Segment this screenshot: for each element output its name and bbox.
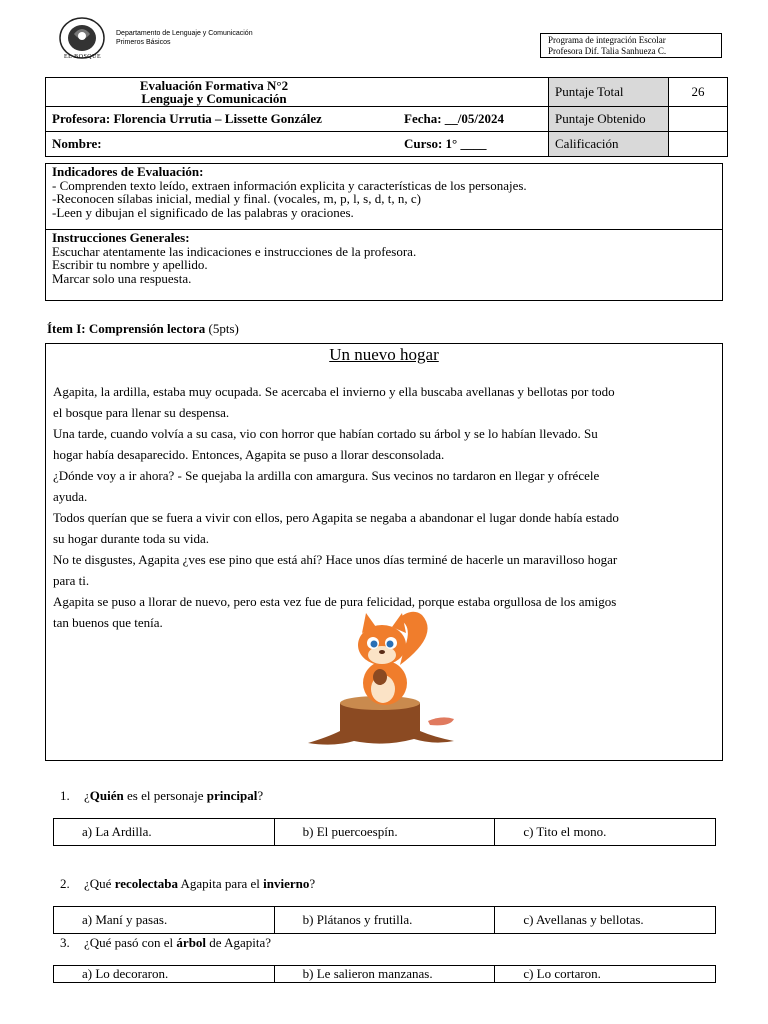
answer-option[interactable]: c) Avellanas y bellotas. xyxy=(495,907,716,934)
instruction-item: Escribir tu nombre y apellido. xyxy=(52,257,208,272)
answer-option[interactable]: b) Le salieron manzanas. xyxy=(274,966,495,983)
instructions-section xyxy=(46,229,722,286)
question-text: invierno xyxy=(263,876,310,891)
puntaje-total-value: 26 xyxy=(669,78,728,107)
question-text: árbol xyxy=(176,935,207,950)
question-text: principal xyxy=(206,788,258,803)
question-text: ? xyxy=(257,788,264,803)
indicator-item: - Comprenden texto leído, extraen información explicita y características de los personajes. xyxy=(52,177,527,193)
question-text: es el personaje xyxy=(123,788,207,803)
options-table xyxy=(53,818,716,846)
question-text: ¿ xyxy=(84,788,90,803)
story-line: ¿Dónde voy a ir ahora? - Se quejaba la ardilla con amargura. Sus vecinos no tardaron en llegar y ofrécele xyxy=(53,468,600,483)
options-table xyxy=(53,906,716,934)
fecha-label: Fecha: __/05/2024 xyxy=(398,107,549,132)
story-line: No te disgustes, Agapita ¿ves ese pino que está ahí? Hace unos días terminé de hacerle un maravilloso hogar xyxy=(53,552,618,567)
question-text: Quién xyxy=(89,788,124,803)
indicators-title: Indicadores de Evaluación: xyxy=(52,164,204,179)
puntaje-total-label: Puntaje Total xyxy=(549,78,669,107)
story-line: Agapita se puso a llorar de nuevo, pero esta vez fue de pura felicidad, porque estaba orgullosa de los amigos xyxy=(53,594,617,609)
answer-option[interactable]: a) Lo decoraron. xyxy=(54,966,275,983)
story-line: para ti. xyxy=(53,573,90,588)
question-text: de Agapita? xyxy=(206,935,272,950)
question-1 xyxy=(60,788,263,804)
item1-title: Ítem I: Comprensión lectora (5pts) xyxy=(47,321,239,336)
department-line1: Departamento de Lenguaje y Comunicación xyxy=(116,30,253,37)
question-3 xyxy=(60,935,271,951)
pie-box xyxy=(540,33,722,58)
calificacion-label: Calificación xyxy=(549,132,669,157)
eval-title: Evaluación Formativa N°2 Lenguaje y Comunicación xyxy=(46,78,549,107)
story-line: tan buenos que tenía. xyxy=(53,615,163,630)
story-line: su hogar durante toda su vida. xyxy=(53,531,209,546)
story-line: Todos querían que se fuera a vivir con ellos, pero Agapita se negaba a abandonar el lugar donde había estado xyxy=(53,510,619,525)
indicators-box xyxy=(45,163,723,301)
story-line: el bosque para llenar su despensa. xyxy=(53,405,230,420)
pie-line2: Profesora Dif. Talia Sanhueza C. xyxy=(548,46,667,56)
story-text xyxy=(53,381,717,633)
options-table xyxy=(53,965,716,983)
question-number: 3. xyxy=(60,935,70,950)
question-2 xyxy=(60,876,315,892)
story-line: hogar había desaparecido. Entonces, Agapita se puso a llorar desconsolada. xyxy=(53,447,445,462)
puntaje-obtenido-label: Puntaje Obtenido xyxy=(549,107,669,132)
answer-option[interactable]: a) La Ardilla. xyxy=(54,819,275,846)
question-number: 1. xyxy=(60,788,70,803)
story-line: Agapita, la ardilla, estaba muy ocupada. Se acercaba el invierno y ella buscaba avellanas y bellotas por todo xyxy=(53,384,615,399)
department-line2: Primeros Básicos xyxy=(116,39,171,46)
calificacion-field[interactable] xyxy=(669,132,728,157)
department-label xyxy=(116,29,253,47)
story-line: Una tarde, cuando volvía a su casa, vio con horror que habían cortado su árbol y se lo habían llevado. Su xyxy=(53,426,598,441)
info-table xyxy=(45,77,728,157)
answer-option[interactable]: c) Tito el mono. xyxy=(495,819,716,846)
question-text: ¿Qué pasó con el xyxy=(84,935,177,950)
pie-line1: Programa de integración Escolar xyxy=(548,35,666,45)
question-text: ¿Qué xyxy=(84,876,115,891)
question-number: 2. xyxy=(60,876,70,891)
answer-option[interactable]: c) Lo cortaron. xyxy=(495,966,716,983)
question-text: recolectaba xyxy=(114,876,178,891)
logo-caption: EL BOSQUE xyxy=(64,54,102,60)
answer-option[interactable]: b) Plátanos y frutilla. xyxy=(274,907,495,934)
instruction-item: Escuchar atentamente las indicaciones e instrucciones de la profesora. xyxy=(52,243,417,259)
profesora-label: Profesora: Florencia Urrutia – Lissette González xyxy=(46,107,399,132)
story-title: Un nuevo hogar xyxy=(329,345,439,364)
question-text: ? xyxy=(309,876,316,891)
story-line: ayuda. xyxy=(53,489,88,504)
answer-option[interactable]: b) El puercoespín. xyxy=(274,819,495,846)
instructions-title: Instrucciones Generales: xyxy=(52,230,190,245)
puntaje-obtenido-field[interactable] xyxy=(669,107,728,132)
indicators-section xyxy=(46,164,722,229)
squirrel-illustration xyxy=(300,605,460,755)
nombre-field[interactable]: Nombre: xyxy=(46,132,399,157)
question-text: Agapita para el xyxy=(177,876,264,891)
indicator-item: -Leen y dibujan el significado de las palabras y oraciones. xyxy=(52,204,354,220)
curso-field[interactable]: Curso: 1° ____ xyxy=(398,132,549,157)
answer-option[interactable]: a) Maní y pasas. xyxy=(54,907,275,934)
instruction-item: Marcar solo una respuesta. xyxy=(52,270,192,286)
indicator-item: -Reconocen sílabas inicial, medial y final. (vocales, m, p, l, s, d, t, n, c) xyxy=(52,191,421,206)
